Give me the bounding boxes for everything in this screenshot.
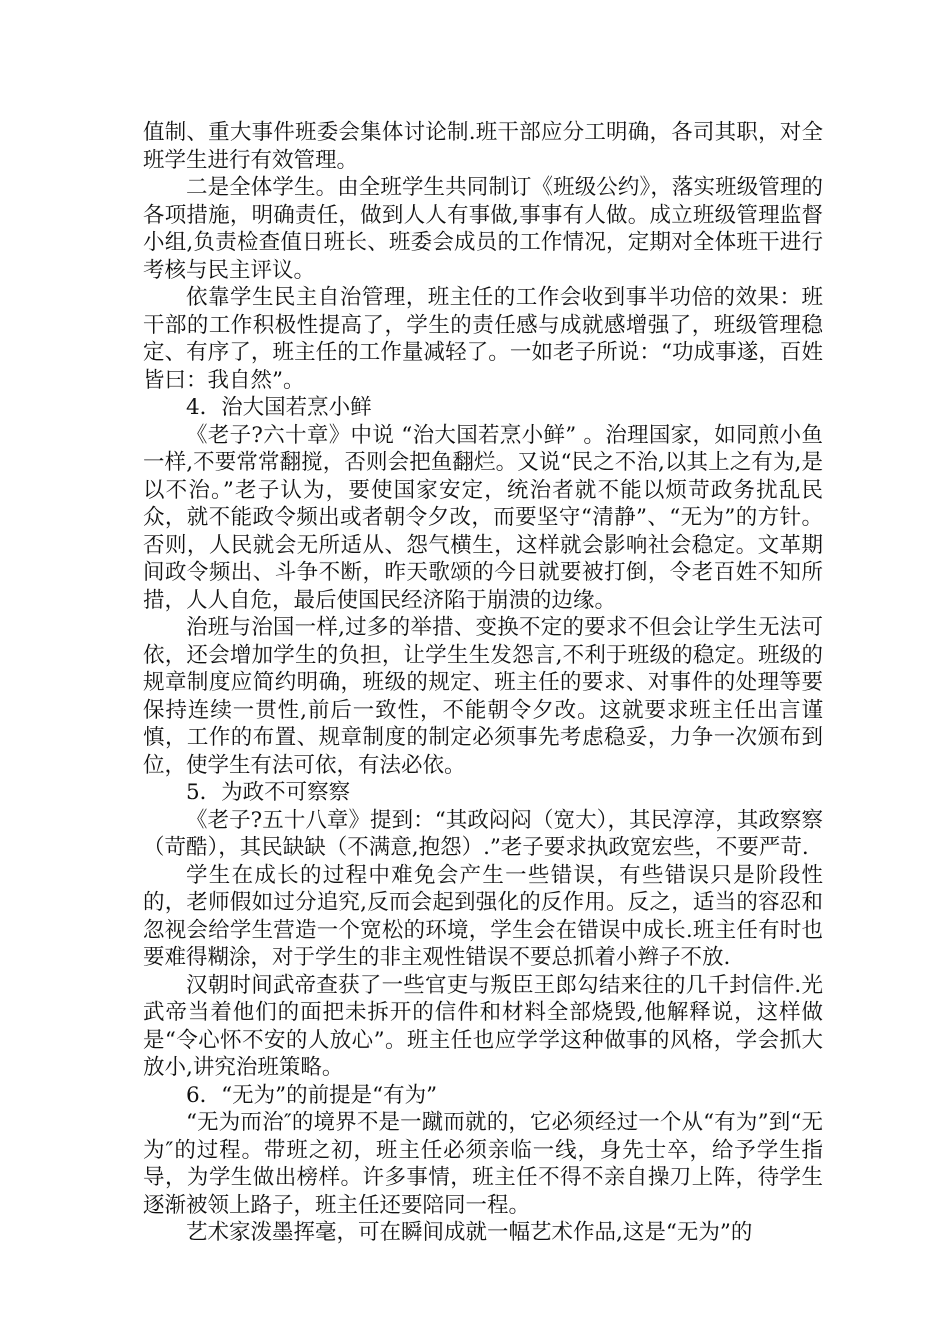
section-heading: 5．为政不可察察 bbox=[186, 780, 351, 805]
paragraph: 《老子?五十八章》提到：“其政闷闷（宽大），其民淳淳，其政察察（苛酷），其民缺缺（不满意,抱怨）.”老子要求执政宽宏些，不要严苛. bbox=[143, 807, 823, 860]
document-body bbox=[143, 119, 823, 1247]
paragraph: 二是全体学生。由全班学生共同制订《班级公约》，落实班级管理的各项措施，明确责任，做到人人有事做,事事有人做。成立班级管理监督小组,负责检查值日班长、班委会成员的工作情况，定期对全体班干进行考核与民主评议。 bbox=[143, 175, 823, 283]
paragraph: 学生在成长的过程中难免会产生一些错误，有些错误只是阶段性的，老师假如过分追究,反而会起到强化的反作用。反之，适当的容忍和忽视会给学生营造一个宽松的环境，学生会在错误中成长.班主任有时也要难得糊涂，对于学生的非主观性错误不要总抓着小辫子不放. bbox=[143, 862, 823, 970]
paragraph: 汉朝时间武帝查获了一些官吏与叛臣王郎勾结来往的几千封信件.光武帝当着他们的面把未拆开的信件和材料全部烧毁,他解释说，这样做是“令心怀不安的人放心”。班主任也应学学这种做事的风格，学会抓大放小,讲究治班策略。 bbox=[143, 972, 823, 1080]
paragraph: 值制、重大事件班委会集体讨论制.班干部应分工明确，各司其职，对全班学生进行有效管理。 bbox=[143, 120, 823, 173]
section-heading: 4．治大国若烹小鲜 bbox=[186, 395, 372, 420]
paragraph: 《老子?六十章》中说 “治大国若烹小鲜” 。治理国家，如同煎小鱼一样,不要常常翻搅，否则会把鱼翻烂。又说“民之不治,以其上之有为,是以不治。”老子认为，要使国家安定，统治者就不能以烦苛政务扰乱民众，就不能政令频出或者朝令夕改，而要坚守“清静”、“无为”的方针。否则，人民就会无所适从、怨气横生，这样就会影响社会稳定。文革期间政令频出、斗争不断，昨天歌颂的今日就要被打倒，令老百姓不知所措，人人自危，最后使国民经济陷于崩溃的边缘。 bbox=[143, 422, 823, 613]
paragraph: 艺术家泼墨挥毫，可在瞬间成就一幅艺术作品,这是“无为”的 bbox=[186, 1220, 753, 1245]
paragraph: 治班与治国一样,过多的举措、变换不定的要求不但会让学生无法可依，还会增加学生的负担，让学生生发怨言,不利于班级的稳定。班级的规章制度应简约明确，班级的规定、班主任的要求、对事件的处理等要保持连续一贯性,前后一致性，不能朝令夕改。这就要求班主任出言谨慎，工作的布置、规章制度的制定必须事先考虑稳妥，力争一次颁布到位，使学生有法可依，有法必依。 bbox=[143, 615, 823, 778]
section-heading: 6．“无为”的前提是“有为” bbox=[186, 1082, 438, 1108]
paragraph: “无为而治″的境界不是一蹴而就的，它必须经过一个从“有为”到“无为″的过程。带班之初，班主任必须亲临一线，身先士卒，给予学生指导，为学生做出榜样。许多事情，班主任不得不亲自操刀上阵，待学生逐渐被领上路子，班主任还要陪同一程。 bbox=[143, 1110, 823, 1218]
paragraph: 依靠学生民主自治管理，班主任的工作会收到事半功倍的效果：班干部的工作积极性提高了，学生的责任感与成就感增强了，班级管理稳定、有序了，班主任的工作量减轻了。一如老子所说：“功成事遂，百姓皆曰：我自然”。 bbox=[143, 285, 823, 393]
